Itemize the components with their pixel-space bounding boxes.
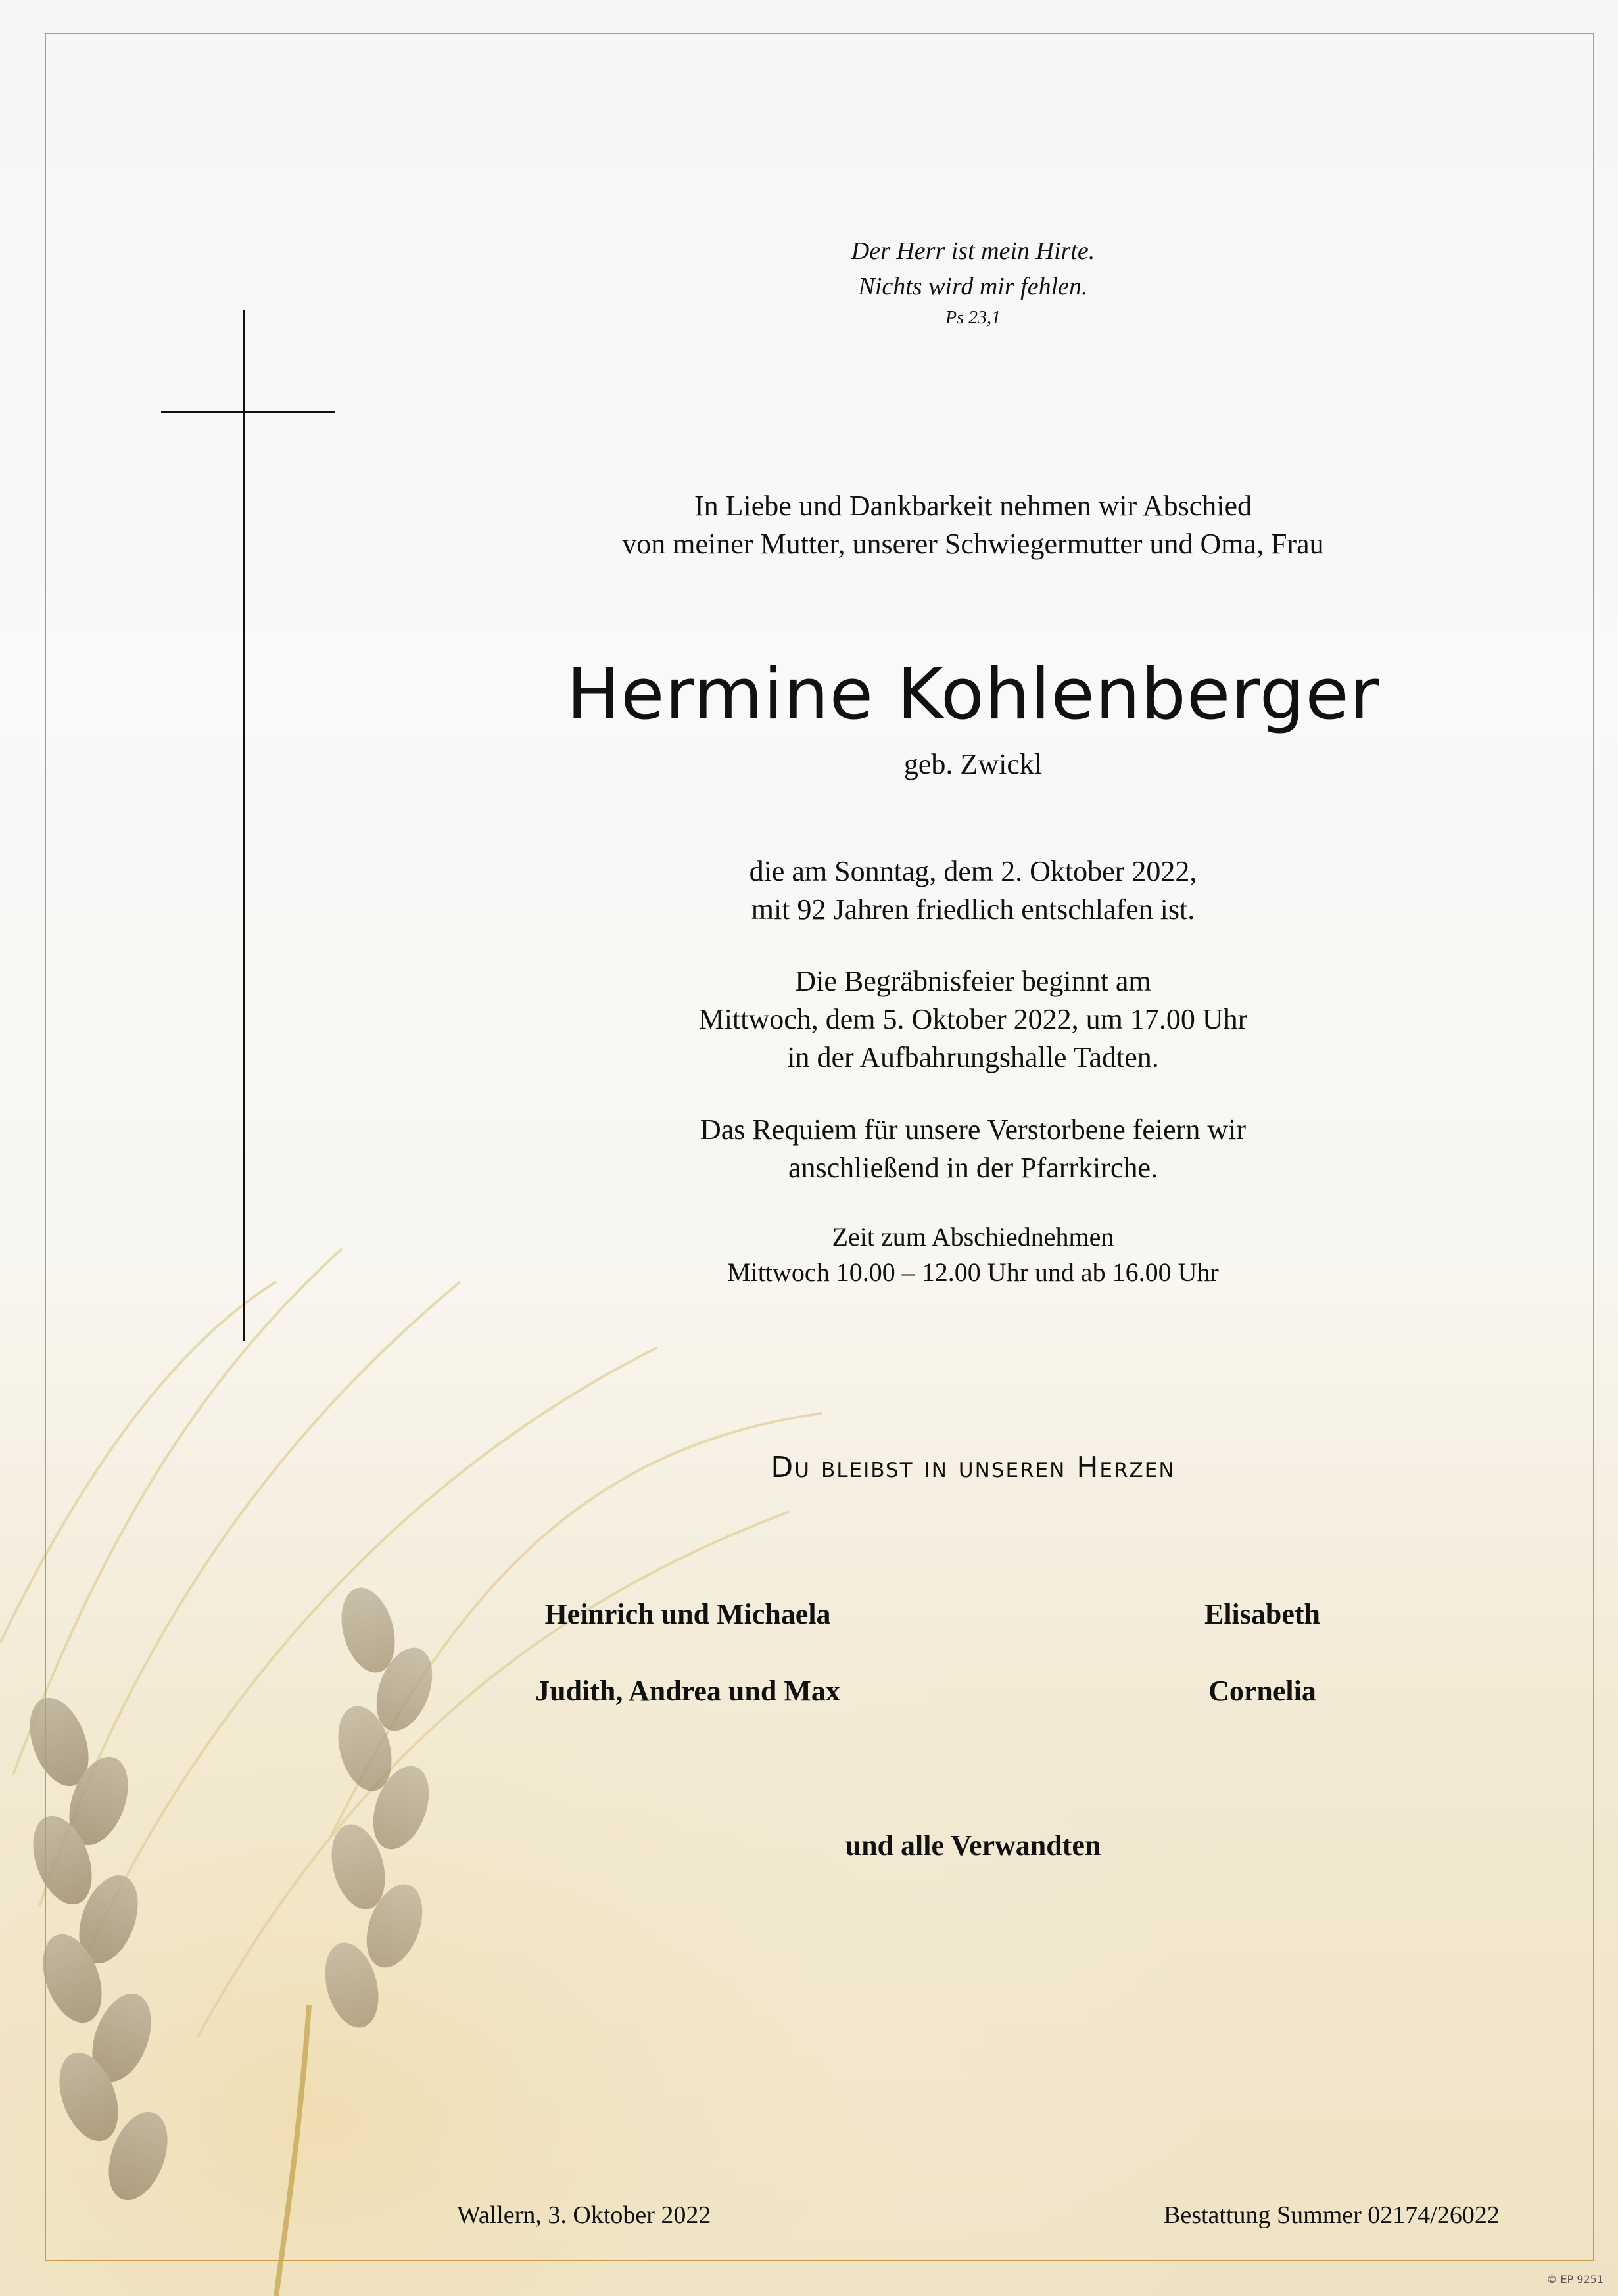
- requiem-line-2: anschließend in der Pfarrkirche.: [788, 1152, 1158, 1184]
- viewing-line-1: Zeit zum Abschiednehmen: [832, 1222, 1114, 1252]
- funeral-line-1: Die Begräbnisfeier beginnt am: [795, 965, 1151, 997]
- verse-line-2: Nichts wird mir fehlen.: [858, 273, 1088, 300]
- death-line-1: die am Sonntag, dem 2. Oktober 2022,: [749, 855, 1197, 887]
- requiem-line-1: Das Requiem für unsere Verstorbene feiern wir: [700, 1113, 1246, 1146]
- cross-horizontal-bar: [161, 411, 335, 413]
- intro-line-2: von meiner Mutter, unserer Schwiegermutter und Oma, Frau: [622, 528, 1324, 560]
- publisher-code: © EP 9251: [1546, 2273, 1604, 2285]
- mourner-left-1: Heinrich und Michaela: [544, 1598, 831, 1630]
- verse-line-1: Der Herr ist mein Hirte.: [851, 237, 1095, 265]
- funeral-line-2: Mittwoch, dem 5. Oktober 2022, um 17.00 Uhr: [698, 1003, 1248, 1035]
- viewing-line-2: Mittwoch 10.00 – 12.00 Uhr und ab 16.00 Uhr: [727, 1257, 1219, 1287]
- cross-vertical-bar: [243, 310, 245, 1341]
- mourner-left-2: Judith, Andrea und Max: [535, 1675, 840, 1707]
- funeral-line-3: in der Aufbahrungshalle Tadten.: [787, 1041, 1159, 1073]
- footer-place-date: Wallern, 3. Oktober 2022: [457, 2201, 711, 2229]
- intro-line-1: In Liebe und Dankbarkeit nehmen wir Abschied: [694, 490, 1252, 522]
- mourner-closing: und alle Verwandten: [845, 1829, 1101, 1862]
- footer-undertaker: Bestattung Summer 02174/26022: [1164, 2201, 1500, 2229]
- mourner-right-2: Cornelia: [1208, 1675, 1316, 1707]
- deceased-name: Hermine Kohlenberger: [566, 653, 1380, 736]
- mourner-right-1: Elisabeth: [1204, 1598, 1321, 1630]
- verse-reference: Ps 23,1: [945, 308, 1001, 328]
- death-line-2: mit 92 Jahren friedlich entschlafen ist.: [751, 893, 1195, 925]
- memorial-motto: Du bleibst in unseren Herzen: [771, 1451, 1176, 1484]
- maiden-name: geb. Zwickl: [903, 748, 1043, 780]
